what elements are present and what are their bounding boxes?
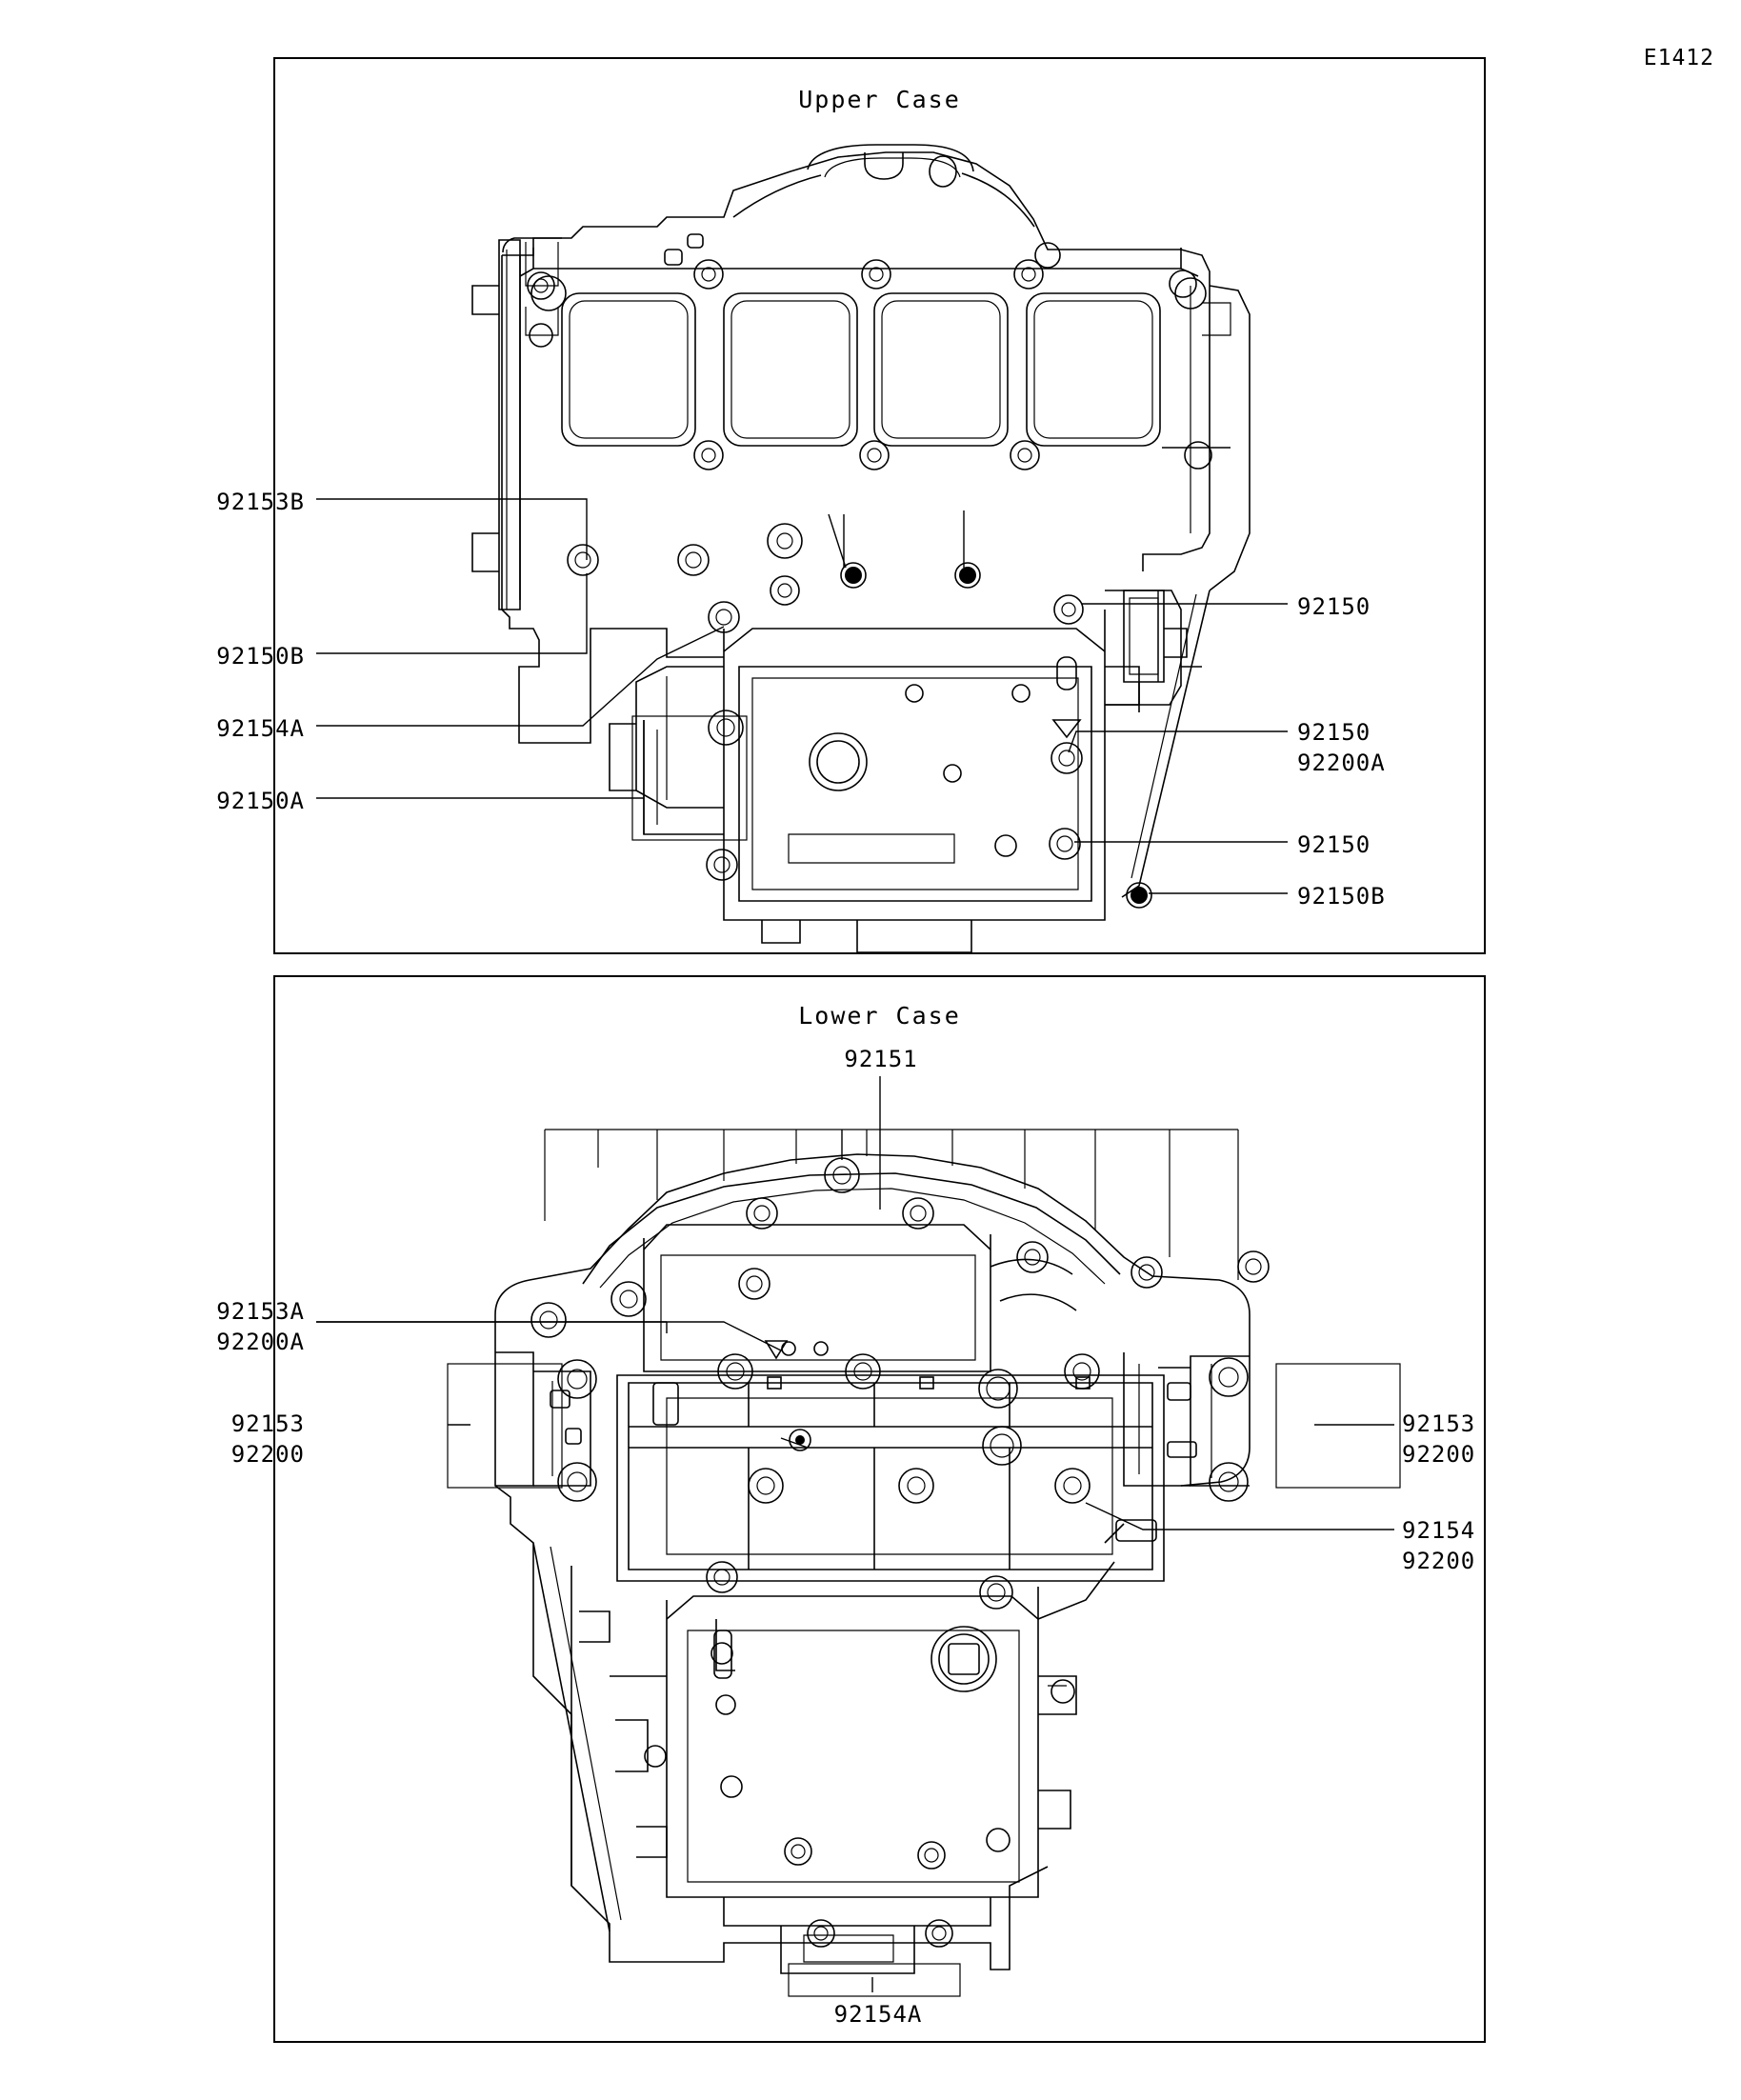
callout-label-92200A-right: 92200A	[1297, 750, 1386, 776]
callout-label-92200-right: 92200	[1402, 1441, 1476, 1468]
callout-label-92151: 92151	[844, 1046, 918, 1072]
callout-label-92153-left: 92153	[230, 1410, 305, 1437]
callout-label-92153-right: 92153	[1402, 1410, 1476, 1437]
panel-upper-title: Upper Case	[798, 86, 961, 113]
callout-label-92153B: 92153B	[216, 489, 305, 515]
panel-lower-title: Lower Case	[798, 1002, 961, 1030]
callout-label-92153A: 92153A	[216, 1298, 305, 1325]
callout-label-92154A: 92154A	[216, 715, 305, 742]
panel-upper-case	[273, 57, 1486, 954]
panel-lower-case	[273, 975, 1486, 2043]
callout-label-92200A-left: 92200A	[216, 1329, 305, 1355]
callout-label-92150A: 92150A	[216, 788, 305, 814]
callout-label-92154A: 92154A	[833, 2001, 923, 2028]
callout-label-92200-lower: 92200	[1402, 1548, 1476, 1574]
callout-label-92154: 92154	[1402, 1517, 1476, 1544]
callout-label-92150-right-1: 92150	[1297, 593, 1371, 620]
callout-label-92150-right-2: 92150	[1297, 719, 1371, 746]
callout-label-92150B: 92150B	[216, 643, 305, 670]
callout-label-92200-left: 92200	[230, 1441, 305, 1468]
document-code: E1412	[1643, 46, 1714, 70]
callout-label-92150B-right: 92150B	[1297, 883, 1386, 910]
callout-label-92150-right-3: 92150	[1297, 831, 1371, 858]
